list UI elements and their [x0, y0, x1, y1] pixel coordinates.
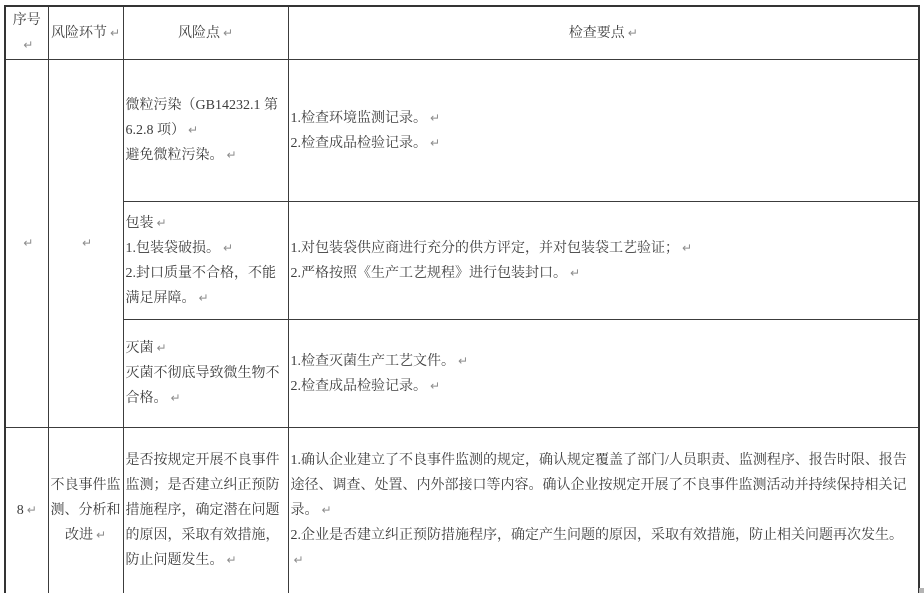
cell-risk-stage-merged — [48, 60, 123, 428]
scroll-corner — [919, 588, 924, 593]
paragraph-mark: ↵ — [223, 240, 234, 255]
cell-text: 8 — [16, 502, 24, 518]
cell-risk-point-packaging — [123, 202, 288, 320]
cell-risk-stage-adverse-events — [48, 428, 123, 593]
paragraph-mark: ↵ — [222, 25, 234, 40]
table-row — [5, 202, 919, 320]
paragraph-text: 1.确认企业建立了不良事件监测的规定，确认规定覆盖了部门/人员职责、监测程序、报告时限、报告途径、调查、处置、内外部接口等内容。确认企业按规定开展了不良事件监测活动并持续保持相关记录。 — [290, 452, 907, 518]
paragraph-mark: ↵ — [226, 552, 237, 567]
paragraph-mark: ↵ — [156, 215, 167, 230]
paragraph-text: 2.封口质量不合格，不能满足屏障。 — [125, 265, 276, 306]
cell-risk-point-sterilization — [123, 320, 288, 428]
paragraph-mark: ↵ — [23, 236, 34, 250]
paragraph-text: 微粒污染（GB14232.1 第6.2.8 项） — [125, 98, 278, 138]
paragraph-text: 是否按规定开展不良事件监测；是否建立纠正预防措施程序，确定潜在问题的原因，采取有效措施，防止问题发生。 — [125, 452, 280, 568]
cell-check-points-packaging — [288, 202, 919, 320]
cell-check-points-adverse-events — [288, 428, 919, 593]
paragraph-mark: ↵ — [430, 135, 441, 150]
paragraph-mark: ↵ — [109, 25, 121, 40]
table-row — [5, 320, 919, 428]
paragraph-mark: ↵ — [81, 236, 93, 250]
cell-serial-number-merged — [5, 60, 48, 428]
paragraph-text: 1.检查灭菌生产工艺文件。 — [290, 353, 455, 369]
paragraph-mark: ↵ — [293, 552, 304, 567]
cell-check-points-sterilization — [288, 320, 919, 428]
risk-inspection-table — [4, 5, 920, 593]
paragraph-mark: ↵ — [570, 265, 581, 280]
header-label: 检查要点 — [568, 25, 625, 41]
cell-serial-number-8 — [5, 428, 48, 593]
paragraph-mark: ↵ — [226, 148, 237, 162]
paragraph-mark: ↵ — [95, 527, 107, 542]
header-risk-point — [123, 6, 288, 60]
paragraph-mark: ↵ — [458, 353, 469, 368]
paragraph-text: 灭菌 — [125, 341, 154, 356]
cell-text: 不良事件监测、分析和改进 — [50, 477, 121, 543]
paragraph-text: 2.检查成品检验记录。 — [290, 378, 427, 394]
paragraph-text: 1.检查环境监测记录。 — [290, 110, 427, 126]
paragraph-mark: ↵ — [23, 38, 34, 52]
paragraph-text: 2.严格按照《生产工艺规程》进行包装封口。 — [290, 265, 567, 281]
paragraph-text: 避免微粒污染。 — [125, 148, 224, 163]
paragraph-text: 1.对包装袋供应商进行充分的供方评定，并对包装袋工艺验证； — [290, 240, 679, 256]
cell-risk-point-adverse-events — [123, 428, 288, 593]
header-serial-number — [5, 6, 48, 60]
table-header-row — [5, 6, 919, 60]
paragraph-mark: ↵ — [682, 240, 693, 255]
header-check-points — [288, 6, 919, 60]
paragraph-mark: ↵ — [321, 502, 332, 517]
paragraph-mark: ↵ — [156, 341, 167, 355]
paragraph-text: 2.企业是否建立纠正预防措施程序，确定产生问题的原因，采取有效措施，防止相关问题再次发生。 — [290, 527, 903, 543]
paragraph-text: 2.检查成品检验记录。 — [290, 135, 427, 151]
table-row — [5, 428, 919, 593]
header-label: 风险点 — [177, 25, 220, 41]
paragraph-mark: ↵ — [198, 290, 209, 305]
paragraph-mark: ↵ — [627, 25, 638, 40]
header-risk-stage — [48, 6, 123, 60]
header-label: 风险环节 — [50, 25, 107, 41]
paragraph-text: 包装 — [125, 215, 154, 231]
paragraph-text: 1.包装袋破损。 — [125, 240, 220, 256]
cell-check-points-particle-contamination — [288, 60, 919, 202]
cell-risk-point-particle-contamination — [123, 60, 288, 202]
table-row — [5, 60, 919, 202]
paragraph-mark: ↵ — [430, 378, 441, 393]
paragraph-mark: ↵ — [26, 502, 37, 517]
paragraph-mark: ↵ — [188, 123, 199, 137]
paragraph-text: 灭菌不彻底导致微生物不合格。 — [125, 366, 280, 406]
paragraph-mark: ↵ — [430, 110, 441, 125]
header-label: 序号 — [12, 13, 41, 28]
paragraph-mark: ↵ — [170, 391, 181, 405]
